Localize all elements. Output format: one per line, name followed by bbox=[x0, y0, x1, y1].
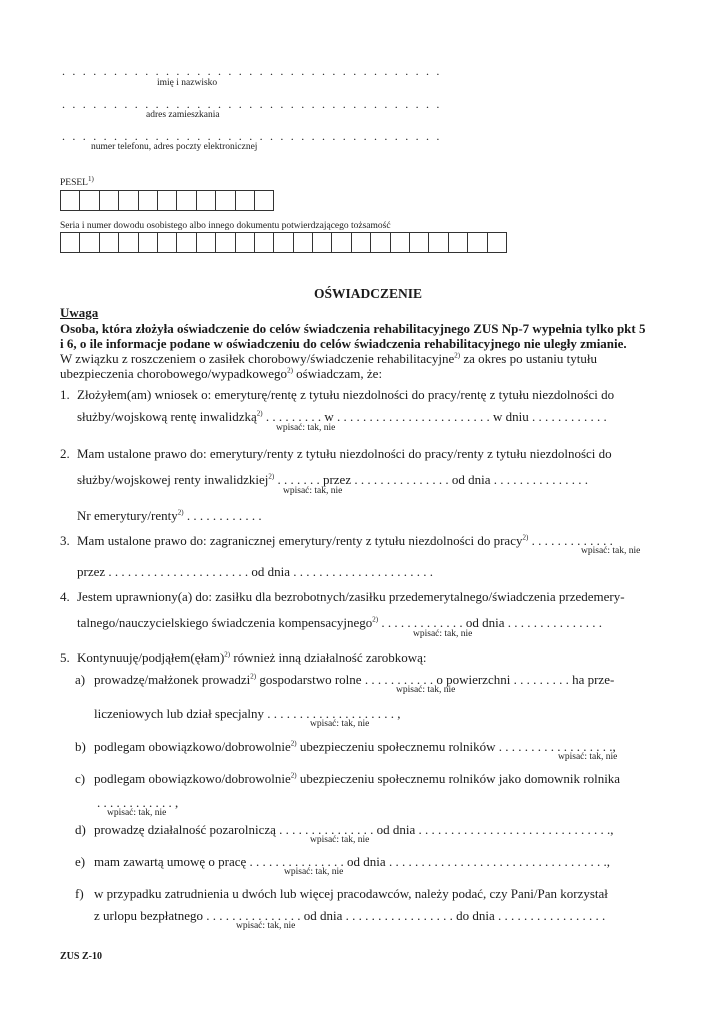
item-5b-line-1[interactable]: podlegam obowiązkowo/dobrowolnie$^{2)}$ ubezpieczeniu społecznemu rolników . . . . . . . . . . . . . . . . . ., bbox=[94, 739, 616, 754]
pesel-input-boxes[interactable] bbox=[60, 190, 274, 211]
id-char-box[interactable] bbox=[468, 232, 487, 253]
pesel-digit-box[interactable] bbox=[61, 190, 80, 211]
id-document-input-boxes[interactable] bbox=[60, 232, 507, 253]
pesel-digit-box[interactable] bbox=[119, 190, 138, 211]
intro-line-1: W związku z roszczeniem o zasiłek chorobowy/świadczenie rehabilitacyjne$^{2)}$ za okres po ustaniu tytułu bbox=[60, 351, 597, 366]
id-char-box[interactable] bbox=[449, 232, 468, 253]
pesel-digit-box[interactable] bbox=[216, 190, 235, 211]
id-char-box[interactable] bbox=[177, 232, 196, 253]
pesel-digit-box[interactable] bbox=[100, 190, 119, 211]
item-5d-label: d) bbox=[75, 822, 86, 837]
item-1-hint: wpisać: tak, nie bbox=[276, 423, 336, 433]
item-5a-hint-1: wpisać: tak, nie bbox=[396, 685, 456, 695]
name-caption: imię i nazwisko bbox=[157, 78, 218, 88]
item-5c-line-1: podlegam obowiązkowo/dobrowolnie$^{2)}$ ubezpieczeniu społecznemu rolników jako domownik rolnika bbox=[94, 771, 621, 786]
item-4-line-2[interactable]: talnego/nauczycielskiego świadczenia kompensacyjnego$^{2)}$ . . . . . . . . . . . . . od dnia . . . . . . . . . . . . . . . bbox=[77, 615, 603, 630]
item-2-line-1: Mam ustalone prawo do: emerytury/renty z tytułu niezdolności do pracy/renty z tytułu niezdolności do bbox=[77, 446, 612, 461]
item-5c-label: c) bbox=[75, 771, 86, 786]
id-char-box[interactable] bbox=[352, 232, 371, 253]
item-1-line-2[interactable]: służby/wojskową rentę inwalidzką$^{2)}$ . . . . . . . . . w . . . . . . . . . . . . . . . . . . . . . . . . w dniu . . . . . . . . . . . . bbox=[77, 409, 607, 424]
item-1-line-1: Złożyłem(am) wniosek o: emeryturę/rentę z tytułu niezdolności do pracy/rentę z tytułu niezdolności do bbox=[77, 387, 615, 402]
phone-email-field[interactable]: . . . . . . . . . . . . . . . . . . . . . . . . . . . . . . . . . . . . . bbox=[62, 129, 442, 143]
id-char-box[interactable] bbox=[274, 232, 293, 253]
id-char-box[interactable] bbox=[158, 232, 177, 253]
pesel-digit-box[interactable] bbox=[177, 190, 196, 211]
item-5b-label: b) bbox=[75, 739, 86, 754]
item-2-hint: wpisać: tak, nie bbox=[283, 486, 343, 496]
item-5a-line-1[interactable]: prowadzę/małżonek prowadzi$^{2)}$ gospodarstwo rolne . . . . . . . . . . . o powierzchni . . . . . . . . . ha prze- bbox=[94, 672, 615, 687]
address-field[interactable]: . . . . . . . . . . . . . . . . . . . . . . . . . . . . . . . . . . . . . bbox=[62, 97, 442, 111]
item-2-line-3[interactable]: Nr emerytury/renty$^{2)}$ . . . . . . . . . . . . bbox=[77, 508, 262, 523]
item-5e-line-1[interactable]: mam zawartą umowę o pracę . . . . . . . . . . . . . . . od dnia . . . . . . . . . . . . . . . . . . . . . . . . . . . . . . . . . ., bbox=[94, 854, 610, 869]
id-char-box[interactable] bbox=[236, 232, 255, 253]
id-char-box[interactable] bbox=[332, 232, 351, 253]
item-5f-hint: wpisać: tak, nie bbox=[236, 921, 296, 931]
id-char-box[interactable] bbox=[371, 232, 390, 253]
intro-line-2: ubezpieczenia chorobowego/wypadkowego$^{2)}$ oświadczam, że: bbox=[60, 366, 383, 381]
pesel-digit-box[interactable] bbox=[255, 190, 274, 211]
id-char-box[interactable] bbox=[119, 232, 138, 253]
pesel-label: PESEL$^{1)}$ bbox=[60, 174, 94, 188]
item-3-number: 3. bbox=[60, 533, 70, 548]
pesel-digit-box[interactable] bbox=[197, 190, 216, 211]
id-char-box[interactable] bbox=[391, 232, 410, 253]
id-char-box[interactable] bbox=[313, 232, 332, 253]
item-5e-label: e) bbox=[75, 854, 86, 869]
item-4-line-1: Jestem uprawniony(a) do: zasiłku dla bezrobotnych/zasiłku przedemerytalnego/świadczenia przedemery- bbox=[77, 589, 625, 604]
item-5f-label: f) bbox=[75, 886, 84, 901]
item-5b-hint: wpisać: tak, nie bbox=[558, 752, 618, 762]
item-5a-label: a) bbox=[75, 672, 86, 687]
item-5e-hint: wpisać: tak, nie bbox=[284, 867, 344, 877]
item-4-number: 4. bbox=[60, 589, 70, 604]
id-char-box[interactable] bbox=[61, 232, 80, 253]
id-char-box[interactable] bbox=[410, 232, 429, 253]
name-field[interactable]: . . . . . . . . . . . . . . . . . . . . . . . . . . . . . . . . . . . . . bbox=[62, 64, 442, 78]
phone-email-caption: numer telefonu, adres poczty elektronicznej bbox=[91, 142, 258, 152]
id-char-box[interactable] bbox=[80, 232, 99, 253]
item-5d-line-1[interactable]: prowadzę działalność pozarolniczą . . . . . . . . . . . . . . . od dnia . . . . . . . . . . . . . . . . . . . . . . . . . . . . . ., bbox=[94, 822, 614, 837]
item-5a-hint-2: wpisać: tak, nie bbox=[310, 719, 370, 729]
item-1-number: 1. bbox=[60, 387, 70, 402]
item-5a-line-2[interactable]: liczeniowych lub dział specjalny . . . . . . . . . . . . . . . . . . . . , bbox=[94, 706, 401, 721]
item-5c-line-2[interactable]: . . . . . . . . . . . . , bbox=[97, 795, 179, 810]
id-char-box[interactable] bbox=[294, 232, 313, 253]
pesel-digit-box[interactable] bbox=[139, 190, 158, 211]
address-caption: adres zamieszkania bbox=[146, 110, 220, 120]
item-3-line-2[interactable]: przez . . . . . . . . . . . . . . . . . . . . . . od dnia . . . . . . . . . . . . . . . . . . . . . . bbox=[77, 564, 434, 579]
form-code-footer: ZUS Z-10 bbox=[60, 951, 102, 962]
item-4-hint: wpisać: tak, nie bbox=[413, 629, 473, 639]
item-2-number: 2. bbox=[60, 446, 70, 461]
item-5f-line-2[interactable]: z urlopu bezpłatnego . . . . . . . . . . . . . . . od dnia . . . . . . . . . . . . . . . . . do dnia . . . . . . . . . . . . . . . . . bbox=[94, 908, 606, 923]
id-document-label: Seria i numer dowodu osobistego albo innego dokumentu potwierdzającego tożsamość bbox=[60, 221, 391, 231]
id-char-box[interactable] bbox=[488, 232, 507, 253]
id-char-box[interactable] bbox=[255, 232, 274, 253]
id-char-box[interactable] bbox=[429, 232, 448, 253]
item-5-number: 5. bbox=[60, 650, 70, 665]
item-2-line-2[interactable]: służby/wojskowej renty inwalidzkiej$^{2)}$ . . . . . . . przez . . . . . . . . . . . . . . . od dnia . . . . . . . . . . . . . . . bbox=[77, 472, 588, 487]
pesel-digit-box[interactable] bbox=[80, 190, 99, 211]
item-5f-line-1: w przypadku zatrudnienia u dwóch lub więcej pracodawców, należy podać, czy Pani/Pan korzystał bbox=[94, 886, 608, 901]
document-title: OŚWIADCZENIE bbox=[314, 286, 423, 301]
note-line-2: i 6, o ile informacje podane w oświadczeniu do celów świadczenia rehabilitacyjnego nie uległy zmianie. bbox=[60, 336, 627, 351]
id-char-box[interactable] bbox=[197, 232, 216, 253]
note-line-1: Osoba, która złożyła oświadczenie do celów świadczenia rehabilitacyjnego ZUS Np-7 wypełnia tylko pkt 5 bbox=[60, 321, 646, 336]
pesel-digit-box[interactable] bbox=[236, 190, 255, 211]
item-5c-hint: wpisać: tak, nie bbox=[107, 808, 167, 818]
id-char-box[interactable] bbox=[100, 232, 119, 253]
id-char-box[interactable] bbox=[139, 232, 158, 253]
id-char-box[interactable] bbox=[216, 232, 235, 253]
item-3-hint: wpisać: tak, nie bbox=[581, 546, 641, 556]
item-5d-hint: wpisać: tak, nie bbox=[310, 835, 370, 845]
note-title: Uwaga bbox=[60, 305, 99, 320]
item-3-line-1[interactable]: Mam ustalone prawo do: zagranicznej emerytury/renty z tytułu niezdolności do pracy$^{2)}$ . . . . . . . . . . . . . bbox=[77, 533, 613, 548]
pesel-digit-box[interactable] bbox=[158, 190, 177, 211]
item-5-line-1: Kontynuuję/podjąłem(ęłam)$^{2)}$ również inną działalność zarobkową: bbox=[77, 650, 427, 665]
